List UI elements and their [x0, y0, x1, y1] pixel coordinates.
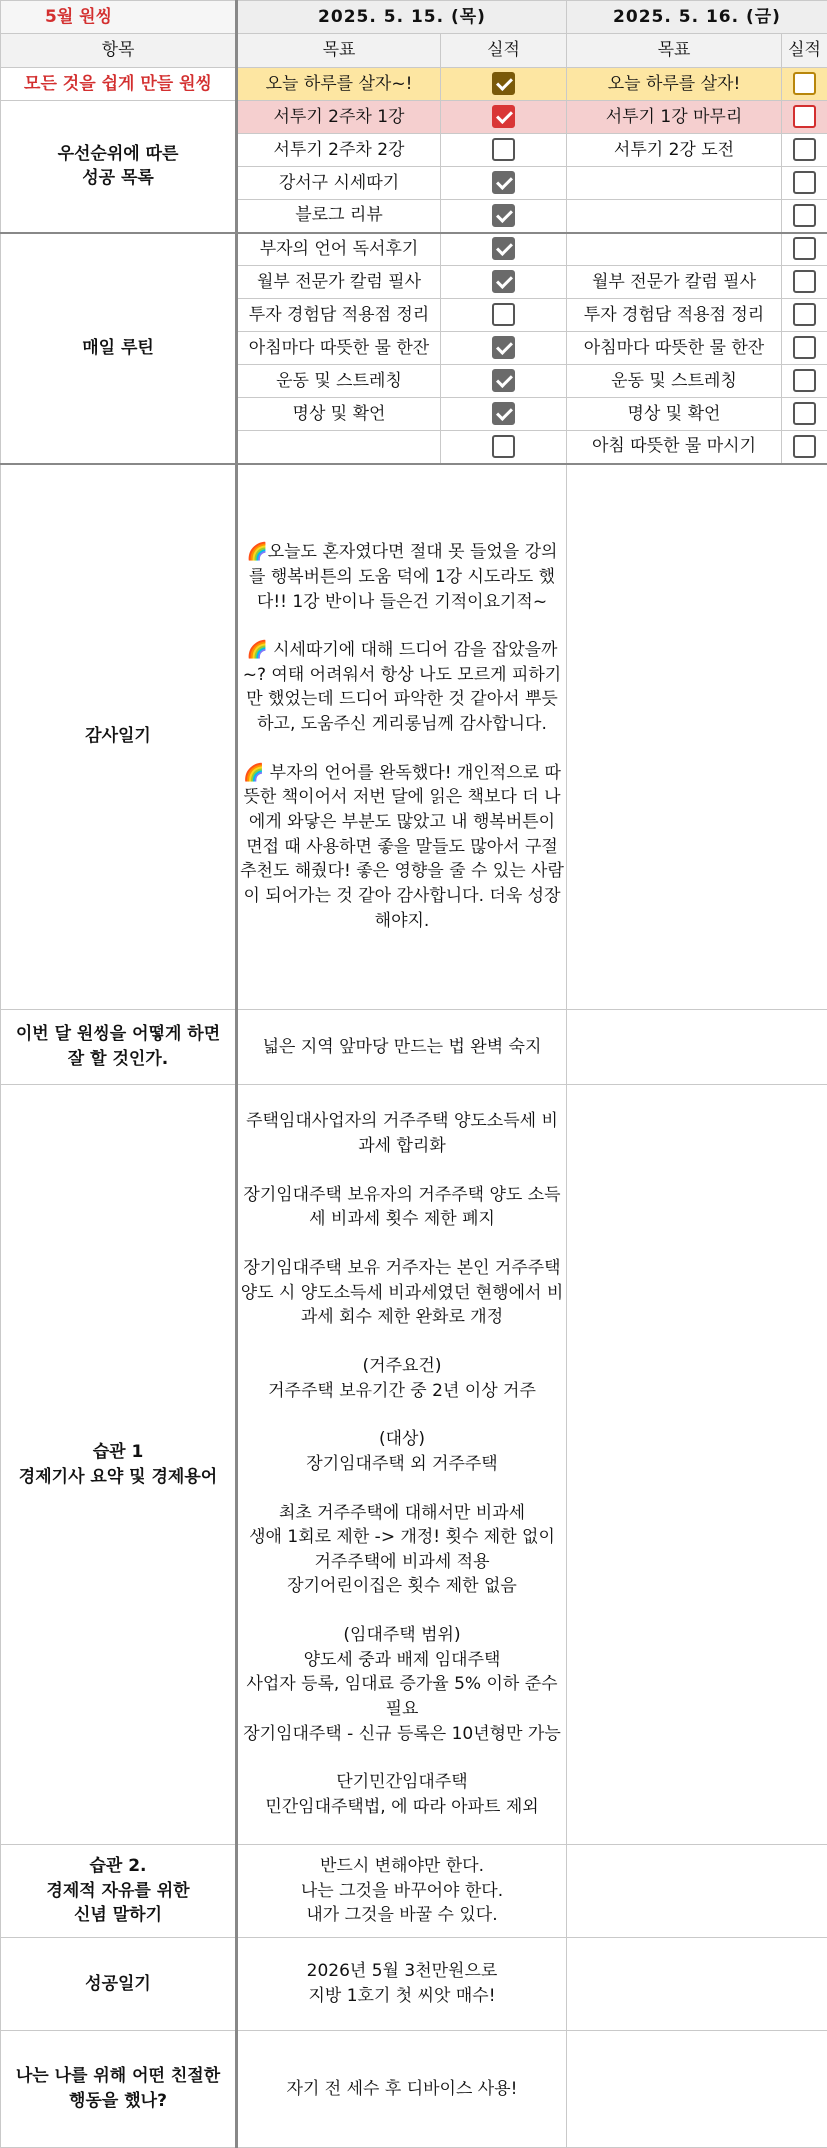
content-habit2-day2 [567, 1845, 827, 1938]
result-checkbox-day2[interactable] [793, 270, 816, 293]
section-label-habit2 [1, 1845, 237, 1938]
section-label-habit1-line-2: 경제기사 요약 및 경제용어 [3, 1465, 233, 1490]
goal-day1: 운동 및 스트레칭 [237, 365, 441, 398]
content-success-day2 [567, 1938, 827, 2031]
content-kindness-day2 [567, 2031, 827, 2148]
result-checkbox-day1-cell [441, 68, 567, 101]
result-checkbox-day2[interactable] [793, 303, 816, 326]
result-checkbox-day1-cell [441, 134, 567, 167]
result-checkbox-day1[interactable] [492, 303, 515, 326]
result-checkbox-day1[interactable] [492, 402, 515, 425]
header-goal-day2: 목표 [567, 34, 782, 68]
section-label-habit2-line-2: 경제적 자유를 위한 [3, 1879, 233, 1904]
result-checkbox-day1-cell [441, 431, 567, 464]
section-label-gratitude-line-1: 감사일기 [3, 724, 233, 749]
goal-day1: 부자의 언어 독서후기 [237, 233, 441, 266]
habit1-paragraph-4: (거주요건) 거주주택 보유기간 중 2년 이상 거주 [240, 1354, 564, 1403]
result-checkbox-day2-cell [782, 134, 827, 167]
result-checkbox-day1-cell [441, 200, 567, 233]
success-text: 2026년 5월 3천만원으로 지방 1호기 첫 씨앗 매수! [240, 1959, 564, 2008]
result-checkbox-day1-cell [441, 266, 567, 299]
section-label-onething: 모든 것을 쉽게 만들 원씽 [1, 68, 237, 101]
result-checkbox-day2-cell [782, 266, 827, 299]
result-checkbox-day2[interactable] [793, 435, 816, 458]
section-label-monthly [1, 1010, 237, 1085]
result-checkbox-day2[interactable] [793, 138, 816, 161]
goal-day1: 아침마다 따뜻한 물 한잔 [237, 332, 441, 365]
date-header-day1: 2025. 5. 15. (목) [237, 1, 567, 34]
goal-day2: 오늘 하루를 살자! [567, 68, 782, 101]
goal-day2: 운동 및 스트레칭 [567, 365, 782, 398]
section-label-success [1, 1938, 237, 2031]
result-checkbox-day1[interactable] [492, 171, 515, 194]
goal-day2 [567, 200, 782, 233]
gratitude-paragraph-1: 🌈오늘도 혼자였다면 절대 못 들었을 강의를 행복버튼의 도움 덕에 1강 시도라도 했다!! 1강 반이나 들은건 기적이요기적~ [240, 540, 564, 614]
content-habit2-day1 [237, 1845, 567, 1938]
result-checkbox-day2[interactable] [793, 105, 816, 128]
section-label-monthly-line-1: 이번 달 원씽을 어떻게 하면 [3, 1022, 233, 1047]
result-checkbox-day2-cell [782, 101, 827, 134]
kindness-text: 자기 전 세수 후 디바이스 사용! [240, 2077, 564, 2102]
header-item: 항목 [1, 34, 237, 68]
section-label-habit2-line-1: 습관 2. [3, 1854, 233, 1879]
result-checkbox-day2[interactable] [793, 369, 816, 392]
goal-day2: 서투기 2강 도전 [567, 134, 782, 167]
section-label-monthly-line-2: 잘 할 것인가. [3, 1047, 233, 1072]
habit2-text: 반드시 변해야만 한다. 나는 그것을 바꾸어야 한다. 내가 그것을 바꿀 수 있다. [240, 1854, 564, 1928]
result-checkbox-day1-cell [441, 332, 567, 365]
goal-day1 [237, 431, 441, 464]
habit1-paragraph-2: 장기임대주택 보유자의 거주주택 양도 소득세 비과세 횟수 제한 폐지 [240, 1183, 564, 1232]
result-checkbox-day2[interactable] [793, 402, 816, 425]
result-checkbox-day2-cell [782, 233, 827, 266]
result-checkbox-day2-cell [782, 398, 827, 431]
result-checkbox-day2[interactable] [793, 72, 816, 95]
result-checkbox-day2[interactable] [793, 171, 816, 194]
content-monthly-day1 [237, 1010, 567, 1085]
result-checkbox-day2-cell [782, 200, 827, 233]
section-label-habit1 [1, 1085, 237, 1845]
priority-label-line-1: 우선순위에 따른 [3, 142, 233, 167]
habit1-paragraph-3: 장기임대주택 보유 거주자는 본인 거주주택 양도 시 양도소득세 비과세였던 현행에서 비과세 회수 제한 완화로 개정 [240, 1256, 564, 1330]
result-checkbox-day1-cell [441, 365, 567, 398]
result-checkbox-day2[interactable] [793, 237, 816, 260]
header-result-day1: 실적 [441, 34, 567, 68]
result-checkbox-day2-cell [782, 332, 827, 365]
goal-day2: 투자 경험담 적용점 정리 [567, 299, 782, 332]
result-checkbox-day2-cell [782, 365, 827, 398]
result-checkbox-day1-cell [441, 398, 567, 431]
goal-day1: 월부 전문가 칼럼 필사 [237, 266, 441, 299]
content-habit1-day2 [567, 1085, 827, 1845]
goal-day1: 명상 및 확언 [237, 398, 441, 431]
content-gratitude-day1 [237, 464, 567, 1010]
section-label-habit1-line-1: 습관 1 [3, 1440, 233, 1465]
result-checkbox-day1[interactable] [492, 138, 515, 161]
habit1-paragraph-8: 단기민간임대주택 민간임대주택법, 에 따라 아파트 제외 [240, 1770, 564, 1819]
result-checkbox-day1[interactable] [492, 204, 515, 227]
goal-day2 [567, 233, 782, 266]
result-checkbox-day2-cell [782, 167, 827, 200]
result-checkbox-day2-cell [782, 68, 827, 101]
result-checkbox-day1[interactable] [492, 105, 515, 128]
habit1-paragraph-7: (임대주택 범위) 양도세 중과 배제 임대주택 사업자 등록, 임대료 증가율 5% 이하 준수 필요 장기임대주택 - 신규 등록은 10년형만 가능 [240, 1623, 564, 1746]
result-checkbox-day1[interactable] [492, 270, 515, 293]
content-success-day1 [237, 1938, 567, 2031]
content-monthly-day2 [567, 1010, 827, 1085]
result-checkbox-day1[interactable] [492, 237, 515, 260]
header-goal-day1: 목표 [237, 34, 441, 68]
content-habit1-day1 [237, 1085, 567, 1845]
result-checkbox-day1-cell [441, 299, 567, 332]
goal-day1: 서투기 2주차 2강 [237, 134, 441, 167]
goal-day2: 명상 및 확언 [567, 398, 782, 431]
result-checkbox-day2-cell [782, 431, 827, 464]
goal-day1: 서투기 2주차 1강 [237, 101, 441, 134]
goal-day2: 서투기 1강 마무리 [567, 101, 782, 134]
result-checkbox-day2[interactable] [793, 336, 816, 359]
gratitude-paragraph-2: 🌈 시세따기에 대해 드디어 감을 잡았을까~? 여태 어려워서 항상 나도 모르게 피하기만 했었는데 드디어 파악한 것 같아서 뿌듯하고, 도움주신 게리롱님께 감사합니다. [240, 638, 564, 737]
gratitude-paragraph-3: 🌈 부자의 언어를 완독했다! 개인적으로 따뜻한 책이어서 저번 달에 읽은 책보다 더 나에게 와닿은 부분도 많았고 내 행복버튼이 면접 때 사용하면 좋을 말들도 많아서 구절추천도 해줬다! 좋은 영향을 줄 수 있는 사람이 되어가는 것 같아 감사합니다. 더욱 성장해야지. [240, 761, 564, 933]
result-checkbox-day1-cell [441, 167, 567, 200]
habit1-paragraph-5: (대상) 장기임대주택 외 거주주택 [240, 1427, 564, 1476]
goal-day1: 강서구 시세따기 [237, 167, 441, 200]
date-header-day2: 2025. 5. 16. (금) [567, 1, 827, 34]
section-label-kindness [1, 2031, 237, 2148]
result-checkbox-day1[interactable] [492, 336, 515, 359]
goal-day2: 아침 따뜻한 물 마시기 [567, 431, 782, 464]
result-checkbox-day1-cell [441, 101, 567, 134]
result-checkbox-day1[interactable] [492, 369, 515, 392]
section-label-routine: 매일 루틴 [1, 233, 237, 464]
result-checkbox-day1[interactable] [492, 435, 515, 458]
sheet-title: 5월 원씽 [1, 1, 237, 34]
content-gratitude-day2 [567, 464, 827, 1010]
section-label-kindness-line-2: 행동을 했나? [3, 2089, 233, 2114]
habit1-paragraph-1: 주택임대사업자의 거주주택 양도소득세 비과세 합리화 [240, 1109, 564, 1158]
goal-day1: 투자 경험담 적용점 정리 [237, 299, 441, 332]
goal-day2 [567, 167, 782, 200]
goal-day1: 블로그 리뷰 [237, 200, 441, 233]
goal-day2: 아침마다 따뜻한 물 한잔 [567, 332, 782, 365]
content-kindness-day1 [237, 2031, 567, 2148]
result-checkbox-day2-cell [782, 299, 827, 332]
section-label-kindness-line-1: 나는 나를 위해 어떤 친절한 [3, 2064, 233, 2089]
section-label-success-line-1: 성공일기 [3, 1972, 233, 1997]
header-result-day2: 실적 [782, 34, 827, 68]
result-checkbox-day1[interactable] [492, 72, 515, 95]
priority-label-line-2: 성공 목록 [3, 166, 233, 191]
section-label-priority [1, 101, 237, 233]
habit1-paragraph-6: 최초 거주주택에 대해서만 비과세 생애 1회로 제한 -> 개정! 횟수 제한 없이 거주주택에 비과세 적용 장기어린이집은 횟수 제한 없음 [240, 1501, 564, 1600]
goal-day1: 오늘 하루를 살자~! [237, 68, 441, 101]
section-label-habit2-line-3: 신념 말하기 [3, 1903, 233, 1928]
result-checkbox-day1-cell [441, 233, 567, 266]
monthly-text: 넓은 지역 앞마당 만드는 법 완벽 숙지 [240, 1035, 564, 1060]
result-checkbox-day2[interactable] [793, 204, 816, 227]
section-label-gratitude [1, 464, 237, 1010]
goal-day2: 월부 전문가 칼럼 필사 [567, 266, 782, 299]
